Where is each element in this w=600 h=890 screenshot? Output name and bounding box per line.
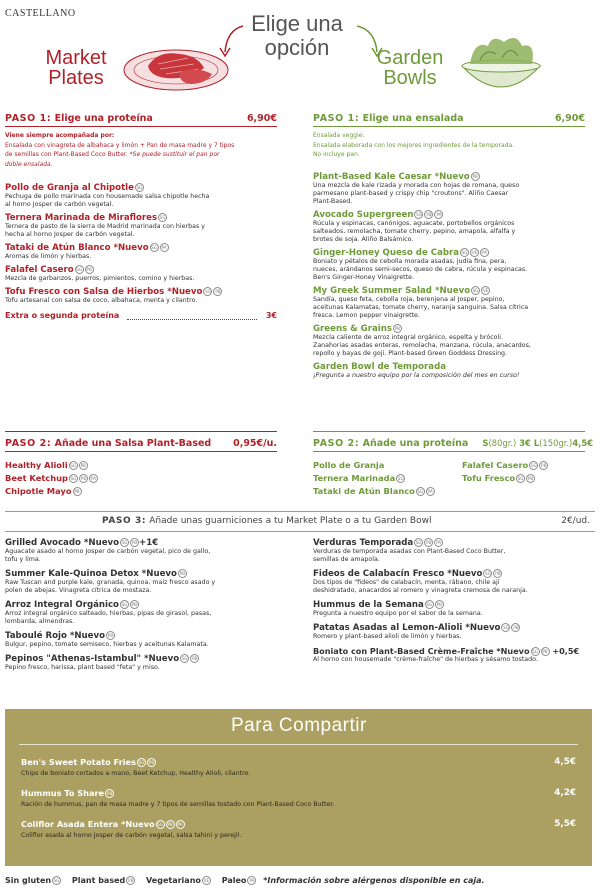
plant-based-icon: PB xyxy=(394,326,401,331)
sin-gluten-icon: SG xyxy=(159,215,166,220)
side-item-desc: Bulgur, pepino, tomate semiseco, hierbas y aceitunas Kalamata. xyxy=(5,641,209,648)
garden-protein-name: Tofu Fresco xyxy=(462,473,516,483)
share-item xyxy=(21,757,576,777)
share-item xyxy=(21,819,576,839)
share-item-desc: Coliflor asada al horno Josper de carbón vegetal, salsa tahini y perejil. xyxy=(21,832,242,839)
market-item-name: Tataki de Atún Blanco *Nuevo xyxy=(5,243,149,253)
garden-paso2-text: Añade una proteína xyxy=(362,438,469,449)
market-paso1-text: Elige una proteína xyxy=(54,113,153,124)
plant-based-icon: PB xyxy=(179,571,185,576)
dotted-leader xyxy=(127,319,257,320)
paso3-price: 2€/ud. xyxy=(561,516,590,526)
side-item xyxy=(313,538,598,564)
market-item xyxy=(5,265,285,283)
market-paso2-header xyxy=(5,438,277,449)
market-plates-title xyxy=(40,48,112,88)
market-intro-1: Viene siempre acompañada por: xyxy=(5,132,115,139)
market-item xyxy=(5,183,285,209)
paso3-header xyxy=(5,516,590,526)
garden-item xyxy=(313,362,598,380)
market-item-name: Ternera Marinada de Miraflores xyxy=(5,213,158,223)
share-panel xyxy=(5,709,592,866)
market-paso1-rule xyxy=(5,126,277,127)
garden-salad-list xyxy=(313,172,598,384)
side-item-desc: Pepino fresco, harissa, plant based "feta" y miso. xyxy=(5,664,160,671)
paleo-icon: PA xyxy=(247,876,256,885)
garden-paso1-price: 6,90€ xyxy=(554,113,585,124)
plant-based-icon: PB xyxy=(513,625,519,630)
plant-based-icon: PB xyxy=(436,602,442,607)
garden-item xyxy=(313,286,598,320)
paleo-icon: PA xyxy=(176,820,185,829)
market-title-line2: Plates xyxy=(48,67,104,89)
paleo-icon: PA xyxy=(434,210,443,219)
market-intro-3: de semillas con Plant-Based Coco Butter. xyxy=(5,151,128,158)
vegetariano-icon: VE xyxy=(203,878,210,883)
plant-based-icon: PB xyxy=(426,212,432,217)
plant-based-icon: PB xyxy=(80,476,87,481)
plant-based-icon: PB xyxy=(131,602,138,607)
side-item-desc: lombarda, almendras. xyxy=(5,618,75,625)
plant-based-icon: PB xyxy=(541,463,547,468)
size-l-price: 4,5€ xyxy=(572,438,593,448)
garden-protein-right xyxy=(462,459,548,485)
side-item xyxy=(5,600,300,626)
allergen-note: *Información sobre alérgenos disponible en caja. xyxy=(263,876,485,885)
paleo-icon: PA xyxy=(160,243,169,252)
garden-item-desc: Zanahorias asadas enteras, remolacha, manzana, rúcula, anacardos, xyxy=(313,342,531,349)
side-item xyxy=(313,569,598,595)
size-s: S xyxy=(482,438,489,448)
sin-gluten-icon: SG xyxy=(416,212,422,217)
garden-protein-item xyxy=(462,472,548,485)
plant-based-icon: PB xyxy=(495,571,501,576)
sauce-name: Healthy Alioli xyxy=(5,460,68,470)
side-item xyxy=(313,623,598,641)
size-s-weight: (80gr.) xyxy=(488,438,517,448)
share-item xyxy=(21,788,576,808)
side-item xyxy=(5,569,300,595)
garden-item-desc: brotes de soja. Aliño Balsámico. xyxy=(313,236,414,243)
market-paso2-text: Añade una Salsa Plant-Based xyxy=(54,438,212,449)
market-item xyxy=(5,287,285,305)
garden-title-line2: Bowls xyxy=(383,67,437,89)
sauce-item xyxy=(5,472,98,485)
side-item-desc: Romero y plant-based alioli de limón y hierbas. xyxy=(313,633,462,640)
sauce-name: Beet Ketchup xyxy=(5,473,68,483)
garden-item-desc: nueces, arándanos semi-secos, queso de cabra, rúcula y espinacas. xyxy=(313,266,528,273)
market-item-desc: Ternera de pasto de la sierra de Madrid marinada con hierbas y xyxy=(5,223,205,230)
sin-gluten-icon: SG xyxy=(70,476,77,481)
garden-protein-name: Ternera Marinada xyxy=(313,473,396,483)
sin-gluten-icon: SG xyxy=(138,760,145,765)
side-item-name: Taboulé Rojo *Nuevo xyxy=(5,631,105,641)
garden-item-name: Garden Bowl de Temporada xyxy=(313,362,447,372)
sin-gluten-icon: SG xyxy=(517,476,524,481)
plant-based-icon: PB xyxy=(528,476,534,481)
garden-protein-left xyxy=(313,459,435,498)
plant-based-icon: PB xyxy=(148,760,155,765)
garden-paso2-header xyxy=(313,438,593,449)
garden-paso2-rule xyxy=(313,451,585,452)
side-item-extra: +1€ xyxy=(139,538,159,548)
garden-protein-item xyxy=(462,459,548,472)
legend-label: Paleo xyxy=(221,876,247,885)
garden-item-desc: fresca. Lemon pepper vinaigrette. xyxy=(313,312,420,319)
sin-gluten-icon: SG xyxy=(70,463,76,468)
side-item-desc: polen de abejas. Vinagreta cítrica de mostaza. xyxy=(5,587,152,594)
sin-gluten-icon: SG xyxy=(472,288,479,293)
paleo-icon: PA xyxy=(434,538,443,547)
market-paso1-header xyxy=(5,113,277,124)
sin-gluten-icon: SG xyxy=(121,602,128,607)
side-item-desc: Arroz integral orgánico salteado, hierbas, pipas de girasol, pasas, xyxy=(5,610,212,617)
side-item xyxy=(313,646,598,664)
share-title-rule xyxy=(19,744,578,745)
plant-based-icon: PB xyxy=(86,267,92,272)
garden-item-name: Avocado Supergreen xyxy=(313,210,414,220)
garden-item-name: Ginger-Honey Queso de Cabra xyxy=(313,248,460,258)
sauce-item xyxy=(5,459,98,472)
size-l: L xyxy=(533,438,540,448)
garden-item-desc: aceitunas Kalamatas, tomate cherry, naranja sanguina. Salsa cítrica xyxy=(313,304,529,311)
garden-item-desc: Ben's Ginger-Honey Vinaigrette. xyxy=(313,274,414,281)
market-item-desc: Aromas de limón y hierbas. xyxy=(5,253,92,260)
extra-protein-label: Extra o segunda proteína xyxy=(5,311,120,320)
market-item-desc: Tofu artesanal con salsa de coco, albahaca, menta y cilantro. xyxy=(5,297,198,304)
garden-item-desc: parmesano plant-based y crispy chip "croutons". Aliño Caesar xyxy=(313,190,509,197)
side-item-desc: tofu y lima. xyxy=(5,556,41,563)
market-item-desc: Pechuga de pollo marinada con housemade salsa chipotle hecha xyxy=(5,193,210,200)
plant-based-icon: PB xyxy=(128,878,134,883)
plant-based-icon: PB xyxy=(192,656,198,661)
share-item-name: Ben's Sweet Potato Fries xyxy=(21,757,136,767)
garden-protein-item xyxy=(313,485,435,498)
side-item-desc: semillas de amapola. xyxy=(313,556,380,563)
market-intro-3b: *Se puede sustituir el pan por xyxy=(129,151,220,158)
garden-bowls-title xyxy=(372,48,448,88)
garden-paso2-sizes xyxy=(482,438,593,448)
share-item-desc: Chips de boniato cortados a mano, Beet Ketchup, Healthy Alioli, cilantro. xyxy=(21,770,251,777)
side-item-desc: Aguacate asado al horno Josper de carbón vegetal, pico de gallo, xyxy=(5,548,211,555)
sin-gluten-icon: SG xyxy=(53,878,60,883)
garden-paso1-label: PASO 1: xyxy=(313,113,360,124)
plant-based-icon: PB xyxy=(426,540,432,545)
paso3-right-list xyxy=(313,538,598,669)
sin-gluten-icon: SG xyxy=(151,245,157,250)
garden-protein-item xyxy=(313,472,435,485)
side-item-name: Patatas Asadas al Lemon-Alioli *Nuevo xyxy=(313,623,501,633)
garden-item xyxy=(313,172,598,206)
paso3-top-rule xyxy=(5,511,595,512)
market-item-name: Pollo de Granja al Chipotle xyxy=(5,183,134,193)
sin-gluten-icon: SG xyxy=(532,649,538,654)
sin-gluten-icon: SG xyxy=(136,185,143,190)
paso3-rule xyxy=(5,531,595,532)
side-item-name: Hummus de la Semana xyxy=(313,600,424,610)
market-item-desc: al horno Josper de carbón vegetal. xyxy=(5,201,114,208)
sin-gluten-icon: SG xyxy=(417,489,424,494)
garden-title-line1: Garden xyxy=(376,47,444,69)
garden-paso1-header xyxy=(313,113,585,124)
sin-gluten-icon: SG xyxy=(415,540,422,545)
garden-intro-3: No incluye pan. xyxy=(313,151,360,158)
garden-item-name: Greens & Grains xyxy=(313,324,392,334)
paleo-icon: PA xyxy=(480,248,489,257)
side-item-name: Grilled Avocado *Nuevo xyxy=(5,538,120,548)
market-intro-2: Ensalada con vinagreta de albahaca y limón + Pan de masa madre y 7 tipos xyxy=(5,141,235,149)
garden-item xyxy=(313,324,598,358)
sin-gluten-icon: SG xyxy=(157,822,163,827)
plant-based-icon: PB xyxy=(542,649,548,654)
market-paso2-price: 0,95€/u. xyxy=(233,438,277,449)
garden-item-name: Plant-Based Kale Caesar *Nuevo xyxy=(313,172,470,182)
plant-based-icon: PB xyxy=(131,540,138,545)
share-item-name: Coliflor Asada Entera *Nuevo xyxy=(21,819,155,829)
market-protein-list xyxy=(5,183,285,320)
side-item xyxy=(313,600,598,618)
garden-paso1-text: Elige una ensalada xyxy=(362,113,464,124)
salad-bowl-illustration xyxy=(456,30,546,98)
share-item-price: 4,5€ xyxy=(554,757,576,767)
side-item-desc: Verduras de temporada asadas con Plant-Based Coco Butter, xyxy=(313,548,506,555)
share-title: Para Compartir xyxy=(231,715,367,736)
headline-line1: Elige una xyxy=(251,11,343,36)
paleo-icon: PA xyxy=(89,474,98,483)
garden-item xyxy=(313,248,598,282)
extra-protein-price: 3€ xyxy=(265,311,277,320)
side-item-name: Arroz Integral Orgánico xyxy=(5,600,119,610)
size-l-weight: (150gr.) xyxy=(539,438,573,448)
size-s-price: 3€ xyxy=(519,438,531,448)
market-item-name: Tofu Fresco con Salsa de Hierbos *Nuevo xyxy=(5,287,203,297)
side-item-desc: deshidratado, anacardos al romero y vinagreta cremosa de naranja. xyxy=(313,587,528,594)
market-paso2-rule xyxy=(5,451,277,452)
paleo-icon: PA xyxy=(426,487,435,496)
legend-label: Vegetariano xyxy=(146,876,201,885)
legend-label: Plant based xyxy=(71,876,126,885)
garden-item-desc: ¡Pregunta a nuestro equipo por la composición del mes en curso! xyxy=(313,372,520,379)
side-item xyxy=(5,654,300,672)
market-item-desc: hecha al horno Josper de carbón vegetal. xyxy=(5,231,135,238)
garden-intro xyxy=(313,131,585,160)
brand-logo: CASTELLANO xyxy=(5,8,76,19)
plant-based-icon: PB xyxy=(74,489,80,494)
plant-based-icon: PB xyxy=(167,822,173,827)
plant-based-icon: PB xyxy=(215,289,221,294)
paso3-text: Añade unas guarniciones a tu Market Plate o a tu Garden Bowl xyxy=(149,516,432,526)
garden-item-name: My Greek Summer Salad *Nuevo xyxy=(313,286,471,296)
market-paso1-label: PASO 1: xyxy=(5,113,52,124)
garden-paso1-rule xyxy=(313,126,585,127)
plant-based-icon: PB xyxy=(107,633,114,638)
garden-item-desc: salteados, remolacha, tomate cherry, pepino, amapola, alfalfa y xyxy=(313,228,516,235)
market-title-line1: Market xyxy=(45,47,107,69)
paso3-label: PASO 3: xyxy=(102,516,147,526)
side-item-desc: Al horno con housemade "crème-fraîche" de hierbas y sésamo tostado. xyxy=(313,656,538,663)
market-item xyxy=(5,213,285,239)
market-paso1-price: 6,90€ xyxy=(246,113,277,124)
garden-paso2-top-rule xyxy=(313,431,585,432)
sin-gluten-icon: SG xyxy=(205,289,211,294)
headline-line2: opción xyxy=(264,35,330,60)
garden-intro-2: Ensalada elaborada con los mejores ingredientes de la temporada. xyxy=(313,141,515,149)
garden-item xyxy=(313,210,598,244)
garden-item-desc: Boniato y pétalos de cebolla morada asadas, judía fina, pera, xyxy=(313,258,507,265)
garden-protein-item xyxy=(313,459,435,472)
market-item-name: Falafel Casero xyxy=(5,265,74,275)
garden-protein-name: Pollo de Granja xyxy=(313,460,385,470)
garden-item-desc: Sandía, queso feta, cebolla roja, berenjena al Josper, pepino, xyxy=(313,296,505,303)
side-item-extra: +0,5€ xyxy=(552,646,580,656)
side-item-name: Verduras Temporada xyxy=(313,538,414,548)
side-item-name: Pepinos "Athenas-Istambul" *Nuevo xyxy=(5,654,180,664)
sin-gluten-icon: SG xyxy=(121,540,128,545)
garden-protein-name: Tataki de Atún Blanco xyxy=(313,486,415,496)
side-item xyxy=(5,538,300,564)
market-paso2-label: PASO 2: xyxy=(5,438,52,449)
garden-intro-1: Ensalada veggie: xyxy=(313,132,365,139)
side-item-desc: Raw Tuscan and purple kale, granada, quinoa, maíz fresco asado y xyxy=(5,579,216,586)
garden-paso2-label: PASO 2: xyxy=(313,438,360,449)
garden-item-desc: Mezcla caliente de arroz integral orgánico, espelta y brócoli. xyxy=(313,334,504,341)
plant-based-icon: PB xyxy=(472,174,478,179)
plant-based-icon: PB xyxy=(80,463,86,468)
sin-gluten-icon: SG xyxy=(503,625,509,630)
garden-protein-name: Falafel Casero xyxy=(462,460,529,470)
share-item-price: 4,2€ xyxy=(554,788,576,798)
side-item-name: Fideos de Calabacín Fresco *Nuevo xyxy=(313,569,483,579)
sauce-name: Chipotle Mayo xyxy=(5,486,72,496)
sin-gluten-icon: SG xyxy=(530,463,537,468)
side-item xyxy=(5,631,300,649)
garden-item-desc: Rúcula y espinacas, canónigos, aguacate, portobellos orgánicos xyxy=(313,220,515,227)
side-item-desc: Pregunta a nuestro equipo por el sabor de la semana. xyxy=(313,610,483,617)
extra-protein-row xyxy=(5,311,277,320)
sauce-item xyxy=(5,485,98,498)
side-item-desc: Dos tipos de "fideos" de calabacín, menta, rábano, chile ají xyxy=(313,579,500,586)
paso3-left-list xyxy=(5,538,300,677)
side-item-name: Boniato con Plant-Based Crème-Fraîche *Nuevo xyxy=(313,646,530,656)
sin-gluten-icon: SG xyxy=(181,656,188,661)
allergen-legend xyxy=(5,876,485,885)
sin-gluten-icon: SG xyxy=(426,602,433,607)
vegetariano-icon: VE xyxy=(471,250,478,255)
share-item-desc: Ración de hummus, pan de masa madre y 7 tipos de semillas tostado con Plant-Based Coco Butter. xyxy=(21,801,335,808)
market-intro xyxy=(5,131,277,169)
sauce-list xyxy=(5,459,98,498)
sin-gluten-icon: SG xyxy=(461,250,468,255)
share-item-price: 5,5€ xyxy=(554,819,576,829)
garden-item-desc: Plant-Based. xyxy=(313,198,353,205)
side-item-name: Summer Kale-Quinoa Detox *Nuevo xyxy=(5,569,177,579)
market-paso2-top-rule xyxy=(5,431,277,432)
share-item-name: Hummus To Share xyxy=(21,788,105,798)
vegetariano-icon: VE xyxy=(482,288,489,293)
legend-label: Sin gluten xyxy=(5,876,52,885)
sin-gluten-icon: SG xyxy=(485,571,491,576)
market-intro-4: doble ensalada. xyxy=(5,160,53,168)
garden-item-desc: repollo y bayas de goji. Plant-based Green Goddess Dressing. xyxy=(313,350,508,357)
arrows-decoration xyxy=(205,20,395,75)
plant-based-icon: PB xyxy=(107,791,113,796)
garden-item-desc: Una mezcla de kale rizada y morada con hojas de romana, queso xyxy=(313,182,520,189)
sin-gluten-icon: SG xyxy=(76,267,82,272)
market-item-desc: Mezcla de garbanzos, puerros, pimientos, comino y hierbas. xyxy=(5,275,195,282)
sin-gluten-icon: SG xyxy=(397,476,404,481)
market-item xyxy=(5,243,285,261)
